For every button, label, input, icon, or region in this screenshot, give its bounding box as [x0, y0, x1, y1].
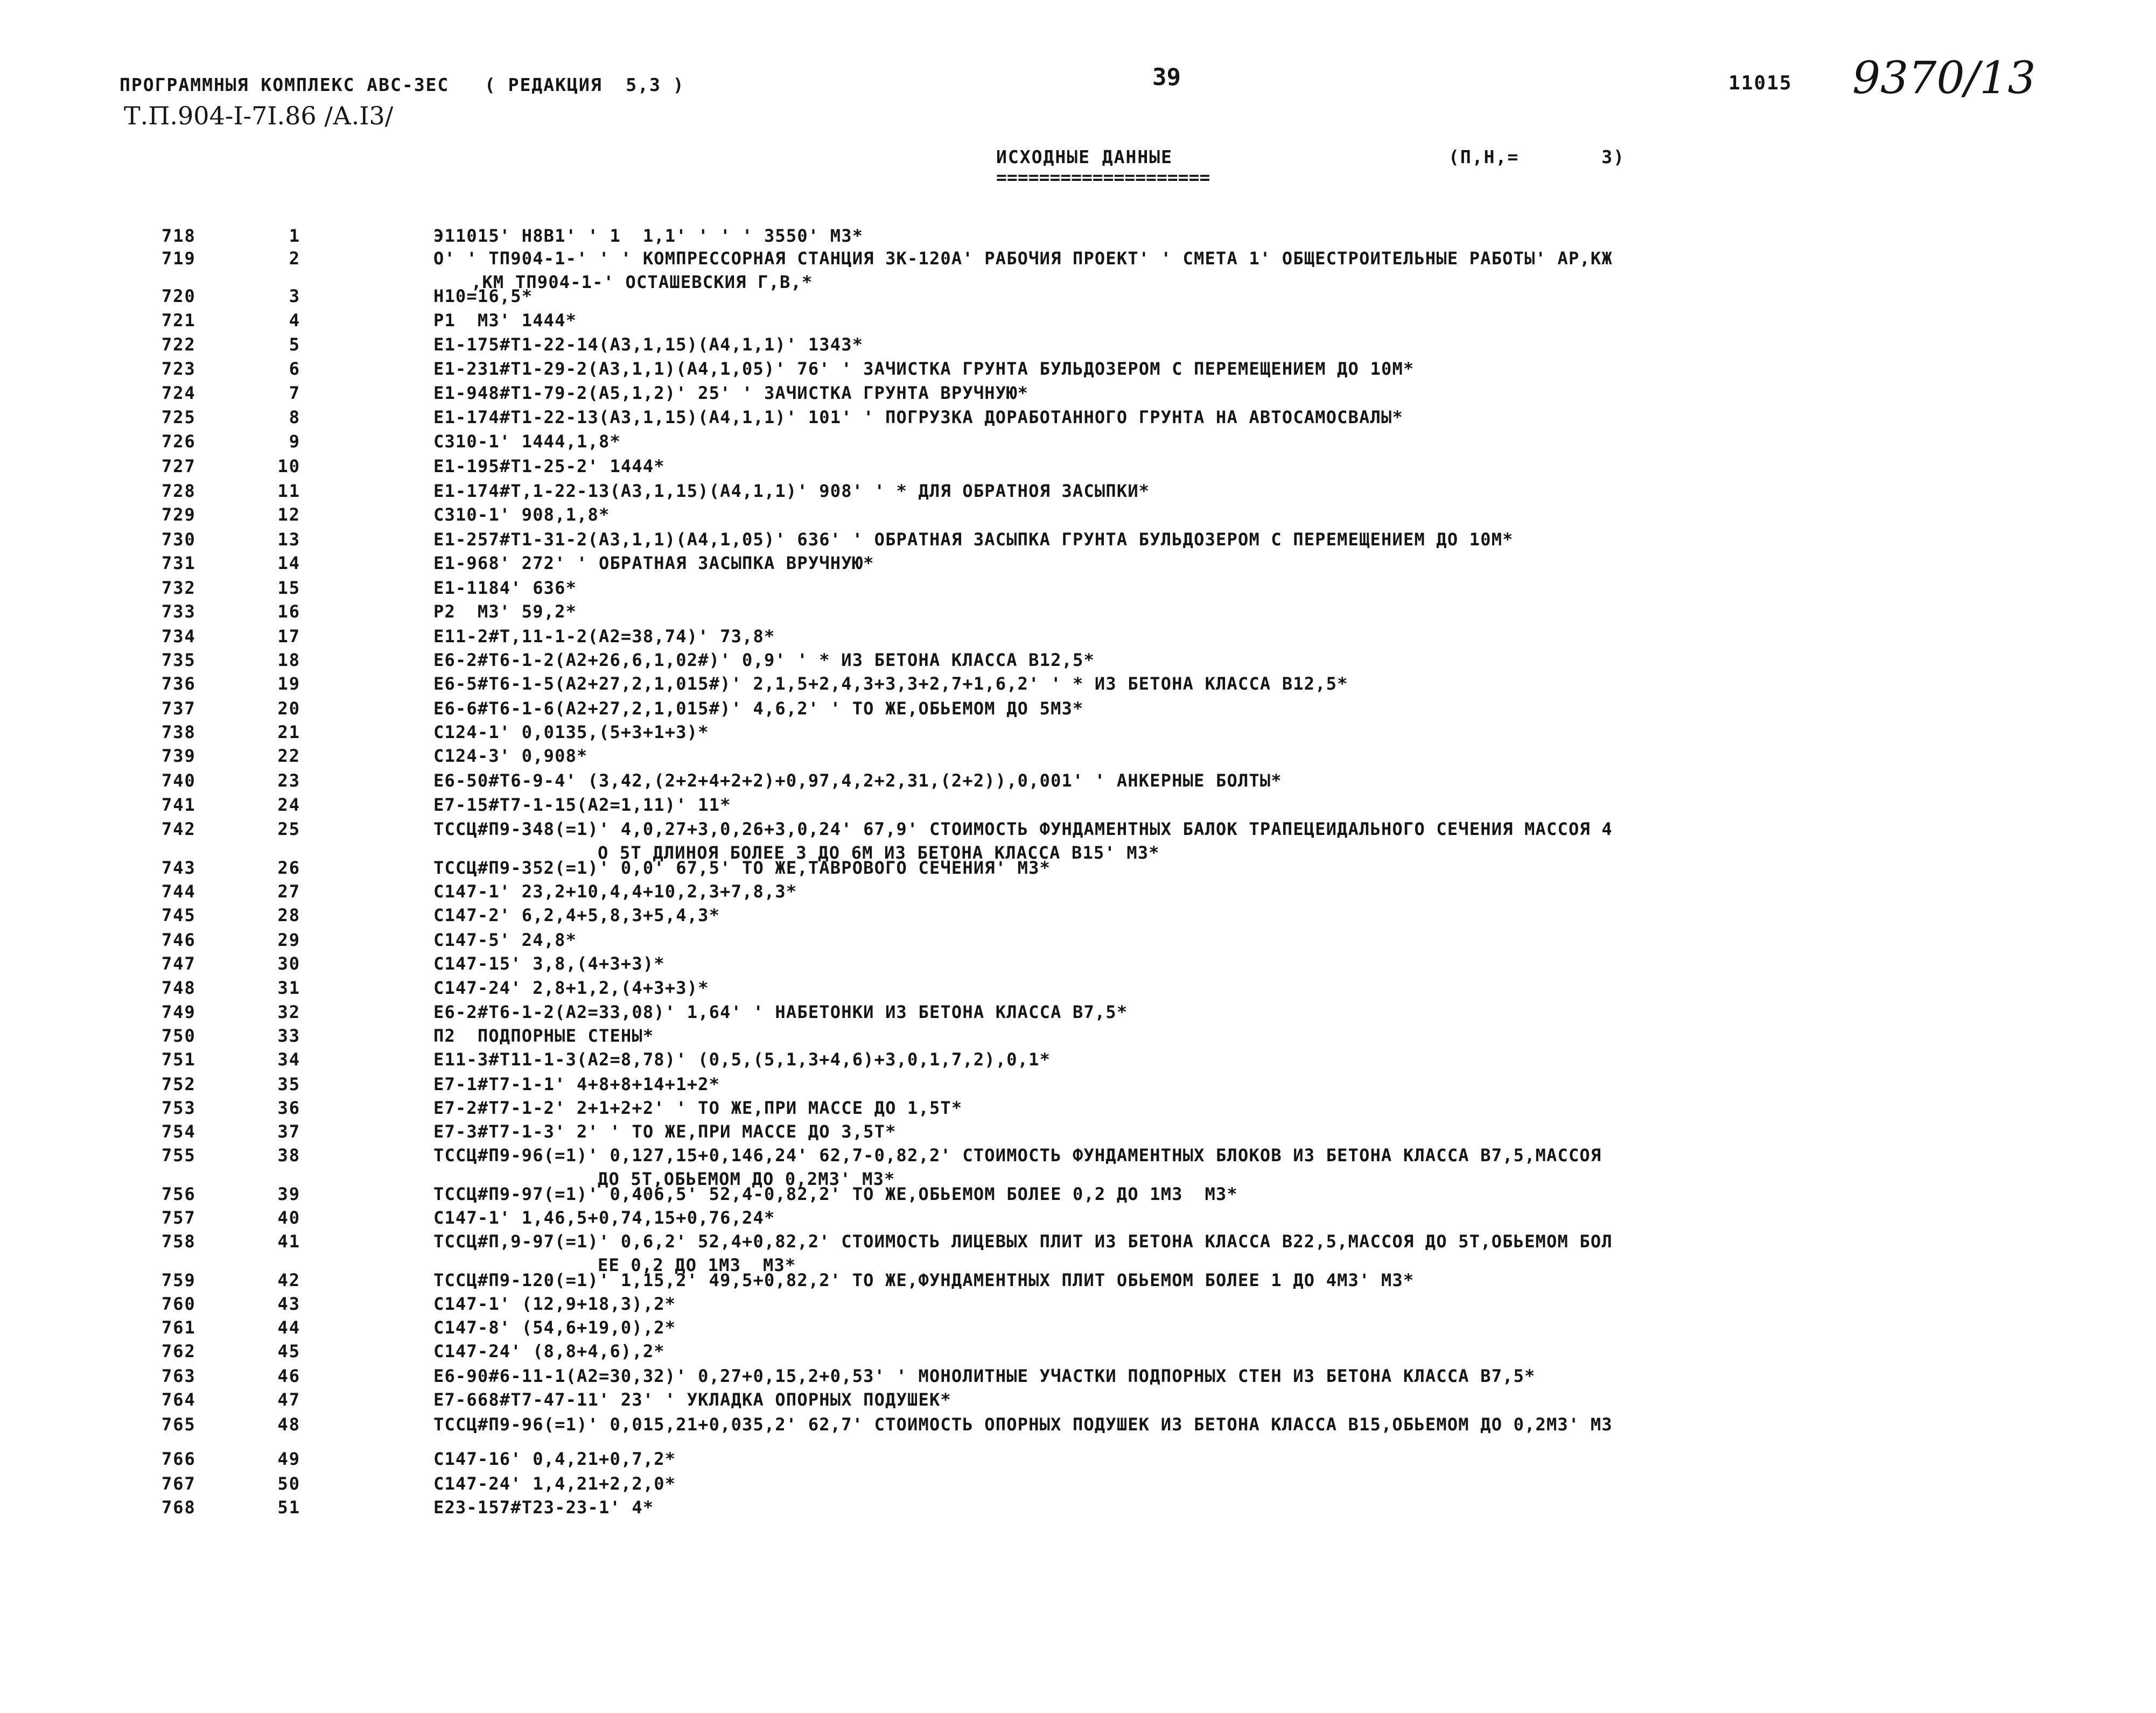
record-text: Е1-174#Т1-22-13(А3,1,15)(А4,1,1)' 101' ' ПОГРУЗКА ДОРАБОТАННОГО ГРУНТА НА АВТОСАМОСВАЛЫ*	[433, 407, 1403, 427]
line-number: 725	[162, 407, 196, 427]
sequence-number: 35	[277, 1074, 300, 1094]
record-text: ТССЦ#П9-348(=1)' 4,0,27+3,0,26+3,0,24' 67,9' СТОИМОСТЬ ФУНДАМЕНТНЫХ БАЛОК ТРАПЕЦЕИДАЛЬНОГО СЕЧЕНИЯ МАССОЯ 4	[433, 819, 1613, 839]
sequence-number: 50	[277, 1473, 300, 1494]
line-number: 745	[162, 905, 196, 925]
record-text: С147-24' 1,4,21+2,2,0*	[433, 1473, 676, 1494]
sequence-number: 45	[277, 1341, 300, 1361]
record-text: С147-1' (12,9+18,3),2*	[433, 1294, 676, 1314]
sequence-number: 6	[289, 359, 300, 379]
sequence-number: 21	[277, 722, 300, 742]
line-number: 747	[162, 953, 196, 974]
sequence-number: 1	[289, 226, 300, 246]
line-number: 719	[162, 248, 196, 269]
record-text: О' ' ТП904-1-' ' ' КОМПРЕССОРНАЯ СТАНЦИЯ 3К-120А' РАБОЧИЯ ПРОЕКТ' ' СМЕТА 1' ОБЩЕСТРОИТЕЛЬНЫЕ РАБОТЫ' АР,КЖ	[433, 248, 1613, 269]
record-text: Е1-968' 272' ' ОБРАТНАЯ ЗАСЫПКА ВРУЧНУЮ*	[433, 553, 874, 573]
line-number: 723	[162, 359, 196, 379]
record-text: С147-1' 1,46,5+0,74,15+0,76,24*	[433, 1207, 775, 1228]
record-text: С310-1' 1444,1,8*	[433, 431, 621, 452]
line-number: 753	[162, 1098, 196, 1118]
sequence-number: 34	[277, 1049, 300, 1070]
line-number: 766	[162, 1449, 196, 1469]
line-number: 764	[162, 1389, 196, 1410]
line-number: 731	[162, 553, 196, 573]
line-number: 733	[162, 601, 196, 622]
record-text: Е23-157#Т23-23-1' 4*	[433, 1497, 654, 1518]
line-number: 737	[162, 698, 196, 719]
record-text: ТССЦ#П,9-97(=1)' 0,6,2' 52,4+0,82,2' СТОИМОСТЬ ЛИЦЕВЫХ ПЛИТ ИЗ БЕТОНА КЛАССА В22,5,МАССОЯ ДО 5Т,ОБЬЕМОМ БОЛ	[433, 1231, 1613, 1252]
sequence-number: 2	[289, 248, 300, 269]
line-number: 741	[162, 795, 196, 815]
record-text: Н10=16,5*	[433, 286, 533, 306]
record-text: ТССЦ#П9-97(=1)' 0,406,5' 52,4-0,82,2' ТО ЖЕ,ОБЬЕМОМ БОЛЕЕ 0,2 ДО 1М3 М3*	[433, 1184, 1238, 1204]
line-number: 757	[162, 1207, 196, 1228]
record-text: Е7-668#Т7-47-11' 23' ' УКЛАДКА ОПОРНЫХ ПОДУШЕК*	[433, 1389, 951, 1410]
sequence-number: 40	[277, 1207, 300, 1228]
record-text: Е11-2#Т,11-1-2(А2=38,74)' 73,8*	[433, 626, 775, 647]
sequence-number: 3	[289, 286, 300, 306]
sequence-number: 23	[277, 770, 300, 791]
sequence-number: 36	[277, 1098, 300, 1118]
record-continuation: ДО 5Т,ОБЬЕМОМ ДО 0,2М3' М3*	[598, 1169, 895, 1189]
line-number: 727	[162, 456, 196, 476]
sequence-number: 28	[277, 905, 300, 925]
line-number: 724	[162, 383, 196, 403]
line-number: 752	[162, 1074, 196, 1094]
sequence-number: 24	[277, 795, 300, 815]
line-number: 762	[162, 1341, 196, 1361]
record-text: Р1 М3' 1444*	[433, 310, 577, 331]
line-number: 758	[162, 1231, 196, 1252]
record-continuation: ,КМ ТП904-1-' ОСТАШЕВСКИЯ Г,В,*	[471, 272, 813, 292]
sequence-number: 22	[277, 746, 300, 766]
program-title: ПРОГРАММНЫЯ КОМПЛЕКС АВС-3ЕС ( РЕДАКЦИЯ 5,3 )	[120, 74, 685, 95]
line-number: 721	[162, 310, 196, 331]
line-number: 742	[162, 819, 196, 839]
record-text: С147-8' (54,6+19,0),2*	[433, 1317, 676, 1338]
section-title: ИСХОДНЫЕ ДАННЫЕ	[996, 146, 1173, 167]
record-text: П2 ПОДПОРНЫЕ СТЕНЫ*	[433, 1026, 654, 1046]
line-number: 732	[162, 578, 196, 598]
line-number: 729	[162, 504, 196, 525]
sequence-number: 12	[277, 504, 300, 525]
record-text: Е6-90#6-11-1(А2=30,32)' 0,27+0,15,2+0,53' ' МОНОЛИТНЫЕ УЧАСТКИ ПОДПОРНЫХ СТЕН ИЗ БЕТОНА КЛАССА В7,5*	[433, 1366, 1536, 1386]
record-continuation: ЕЕ 0,2 ДО 1М3 М3*	[598, 1255, 796, 1275]
line-number: 755	[162, 1145, 196, 1166]
sequence-number: 5	[289, 334, 300, 355]
record-text: С124-3' 0,908*	[433, 746, 588, 766]
section-underline: ====================	[996, 167, 1210, 188]
line-number: 763	[162, 1366, 196, 1386]
line-number: 728	[162, 481, 196, 501]
sequence-number: 43	[277, 1294, 300, 1314]
record-text: С147-16' 0,4,21+0,7,2*	[433, 1449, 676, 1469]
record-text: Е1-948#Т1-79-2(А5,1,2)' 25' ' ЗАЧИСТКА ГРУНТА ВРУЧНУЮ*	[433, 383, 1029, 403]
record-text: Е6-2#Т6-1-2(А2+26,6,1,02#)' 0,9' ' * ИЗ БЕТОНА КЛАССА В12,5*	[433, 650, 1095, 670]
line-number: 743	[162, 858, 196, 878]
record-text: ТССЦ#П9-120(=1)' 1,15,2' 49,5+0,82,2' ТО ЖЕ,ФУНДАМЕНТНЫХ ПЛИТ ОБЬЕМОМ БОЛЕЕ 1 ДО 4М3' М3*	[433, 1270, 1415, 1290]
sequence-number: 30	[277, 953, 300, 974]
page-number: 39	[1152, 64, 1181, 91]
sequence-number: 13	[277, 529, 300, 550]
sequence-number: 8	[289, 407, 300, 427]
record-text: Е1-1184' 636*	[433, 578, 577, 598]
line-number: 749	[162, 1002, 196, 1022]
sequence-number: 38	[277, 1145, 300, 1166]
sequence-number: 31	[277, 978, 300, 998]
line-number: 722	[162, 334, 196, 355]
project-code: Т.П.904-I-7I.86 /А.I3/	[124, 101, 394, 130]
record-text: С147-24' 2,8+1,2,(4+3+3)*	[433, 978, 709, 998]
line-number: 756	[162, 1184, 196, 1204]
sequence-number: 41	[277, 1231, 300, 1252]
line-number: 760	[162, 1294, 196, 1314]
sequence-number: 42	[277, 1270, 300, 1290]
record-text: С124-1' 0,0135,(5+3+1+3)*	[433, 722, 709, 742]
sequence-number: 4	[289, 310, 300, 331]
record-text: Е11-3#Т11-1-3(А2=8,78)' (0,5,(5,1,3+4,6)+3,0,1,7,2),0,1*	[433, 1049, 1051, 1070]
record-text: Е1-231#Т1-29-2(А3,1,1)(А4,1,05)' 76' ' ЗАЧИСТКА ГРУНТА БУЛЬДОЗЕРОМ С ПЕРЕМЕЩЕНИЕМ ДО 10М*	[433, 359, 1415, 379]
sequence-number: 15	[277, 578, 300, 598]
record-text: Е6-2#Т6-1-2(А2=33,08)' 1,64' ' НАБЕТОНКИ ИЗ БЕТОНА КЛАССА В7,5*	[433, 1002, 1128, 1022]
record-text: ТССЦ#П9-96(=1)' 0,015,21+0,035,2' 62,7' СТОИМОСТЬ ОПОРНЫХ ПОДУШЕК ИЗ БЕТОНА КЛАССА В15,ОБЬЕМОМ ДО 0,2М3' М3	[433, 1414, 1613, 1435]
sequence-number: 26	[277, 858, 300, 878]
document-number: 11015	[1728, 72, 1793, 94]
record-text: Е6-5#Т6-1-5(А2+27,2,1,015#)' 2,1,5+2,4,3+3,3+2,7+1,6,2' ' * ИЗ БЕТОНА КЛАССА В12,5*	[433, 673, 1348, 694]
line-number: 736	[162, 673, 196, 694]
sequence-number: 46	[277, 1366, 300, 1386]
sequence-number: 16	[277, 601, 300, 622]
line-number: 738	[162, 722, 196, 742]
sequence-number: 19	[277, 673, 300, 694]
line-number: 718	[162, 226, 196, 246]
record-text: С147-2' 6,2,4+5,8,3+5,4,3*	[433, 905, 720, 925]
section-params: (П,Н,= 3)	[1448, 146, 1626, 167]
record-text: ТССЦ#П9-352(=1)' 0,0' 67,5' ТО ЖЕ,ТАВРОВОГО СЕЧЕНИЯ' М3*	[433, 858, 1051, 878]
sequence-number: 47	[277, 1389, 300, 1410]
record-text: Р2 М3' 59,2*	[433, 601, 577, 622]
line-number: 754	[162, 1121, 196, 1142]
sequence-number: 18	[277, 650, 300, 670]
line-number: 759	[162, 1270, 196, 1290]
sequence-number: 7	[289, 383, 300, 403]
sequence-number: 10	[277, 456, 300, 476]
record-text: ТССЦ#П9-96(=1)' 0,127,15+0,146,24' 62,7-0,82,2' СТОИМОСТЬ ФУНДАМЕНТНЫХ БЛОКОВ ИЗ БЕТОНА КЛАССА В7,5,МАССОЯ	[433, 1145, 1602, 1166]
record-text: Е1-257#Т1-31-2(А3,1,1)(А4,1,05)' 636' ' ОБРАТНАЯ ЗАСЫПКА ГРУНТА БУЛЬДОЗЕРОМ С ПЕРЕМЕЩЕНИЕМ ДО 10М*	[433, 529, 1514, 550]
record-continuation: О 5Т ДЛИНОЯ БОЛЕЕ 3 ДО 6М ИЗ БЕТОНА КЛАССА В15' М3*	[598, 843, 1160, 863]
sequence-number: 25	[277, 819, 300, 839]
sequence-number: 37	[277, 1121, 300, 1142]
sequence-number: 39	[277, 1184, 300, 1204]
record-text: С147-15' 3,8,(4+3+3)*	[433, 953, 665, 974]
line-number: 765	[162, 1414, 196, 1435]
record-text: С147-1' 23,2+10,4,4+10,2,3+7,8,3*	[433, 881, 797, 902]
sequence-number: 51	[277, 1497, 300, 1518]
line-number: 768	[162, 1497, 196, 1518]
sequence-number: 32	[277, 1002, 300, 1022]
record-text: Е7-15#Т7-1-15(А2=1,11)' 11*	[433, 795, 731, 815]
sequence-number: 17	[277, 626, 300, 647]
record-text: Э11015' Н8В1' ' 1 1,1' ' ' ' 3550' М3*	[433, 226, 864, 246]
record-text: Е1-175#Т1-22-14(А3,1,15)(А4,1,1)' 1343*	[433, 334, 864, 355]
sequence-number: 20	[277, 698, 300, 719]
record-text: Е7-2#Т7-1-2' 2+1+2+2' ' ТО ЖЕ,ПРИ МАССЕ ДО 1,5Т*	[433, 1098, 963, 1118]
record-text: С310-1' 908,1,8*	[433, 504, 610, 525]
sequence-number: 14	[277, 553, 300, 573]
line-number: 748	[162, 978, 196, 998]
line-number: 720	[162, 286, 196, 306]
line-number: 730	[162, 529, 196, 550]
sequence-number: 9	[289, 431, 300, 452]
line-number: 767	[162, 1473, 196, 1494]
line-number: 726	[162, 431, 196, 452]
line-number: 740	[162, 770, 196, 791]
sequence-number: 49	[277, 1449, 300, 1469]
sequence-number: 11	[277, 481, 300, 501]
line-number: 751	[162, 1049, 196, 1070]
line-number: 734	[162, 626, 196, 647]
sequence-number: 29	[277, 930, 300, 950]
line-number: 744	[162, 881, 196, 902]
record-text: Е7-3#Т7-1-3' 2' ' ТО ЖЕ,ПРИ МАССЕ ДО 3,5Т*	[433, 1121, 897, 1142]
sequence-number: 27	[277, 881, 300, 902]
line-number: 739	[162, 746, 196, 766]
record-text: Е6-50#Т6-9-4' (3,42,(2+2+4+2+2)+0,97,4,2+2,31,(2+2)),0,001' ' АНКЕРНЫЕ БОЛТЫ*	[433, 770, 1282, 791]
record-text: Е7-1#Т7-1-1' 4+8+8+14+1+2*	[433, 1074, 720, 1094]
line-number: 735	[162, 650, 196, 670]
line-number: 746	[162, 930, 196, 950]
line-number: 761	[162, 1317, 196, 1338]
record-text: Е1-174#Т,1-22-13(А3,1,15)(А4,1,1)' 908' ' * ДЛЯ ОБРАТНОЯ ЗАСЫПКИ*	[433, 481, 1150, 501]
sequence-number: 48	[277, 1414, 300, 1435]
sequence-number: 44	[277, 1317, 300, 1338]
record-text: Е6-6#Т6-1-6(А2+27,2,1,015#)' 4,6,2' ' ТО ЖЕ,ОБЬЕМОМ ДО 5М3*	[433, 698, 1084, 719]
record-text: С147-24' (8,8+4,6),2*	[433, 1341, 665, 1361]
handwritten-stamp: 9370/13	[1852, 53, 2036, 104]
line-number: 750	[162, 1026, 196, 1046]
record-text: Е1-195#Т1-25-2' 1444*	[433, 456, 665, 476]
sequence-number: 33	[277, 1026, 300, 1046]
record-text: С147-5' 24,8*	[433, 930, 577, 950]
